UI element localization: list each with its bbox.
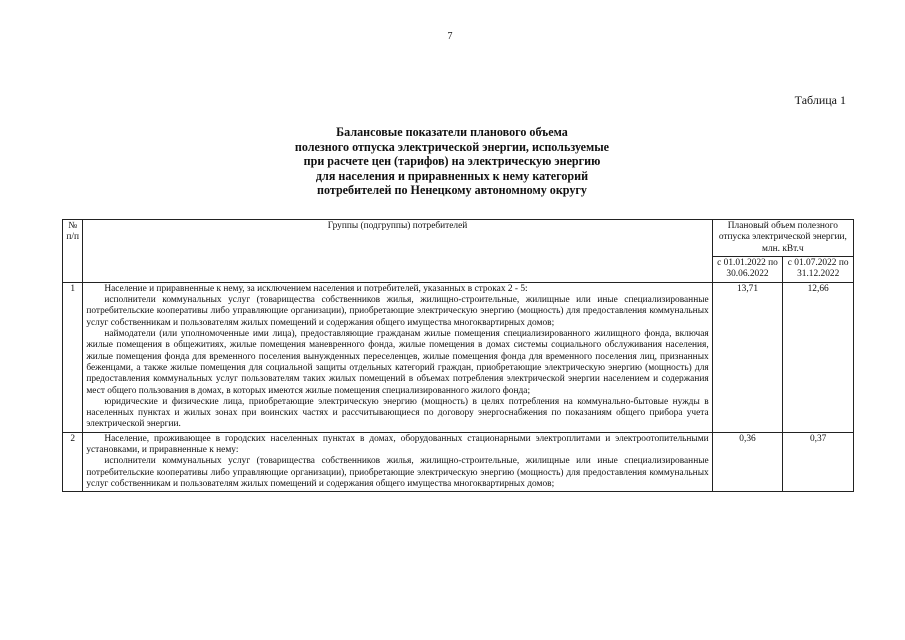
page-number: 7 (447, 31, 453, 42)
title-line: потребителей по Ненецкому автономному округу (317, 183, 587, 198)
balance-table (62, 219, 854, 492)
row-groups (83, 432, 712, 491)
row-paragraph: наймодатели (или уполномоченные ими лица), предоставляющие гражданам жилые помещения специализированного жилищного фонда, включая жилые помещения в общежитиях, жилые помещения маневренного фонда, жилые помещения в домах системы социального обслуживания населения, жилые помещения фонда для временного поселения вынужденных переселенцев, жилые помещения фонда для временного поселения лиц, признанных беженцами, а также жилые помещения для социальной защиты отдельных категорий граждан, приобретающие электрическую энергию (мощность) для предоставления коммунальных услуг пользователям таких жилых помещений в объемах потребления электрической энергии населением и содержания мест общего пользования в домах, в которых имеются жилые помещения специализированного жилого фонда; (86, 329, 709, 396)
row-number: 1 (63, 282, 83, 432)
title-line: Балансовые показатели планового объема (336, 125, 568, 139)
header-number: № п/п (63, 220, 83, 283)
row-paragraph: исполнители коммунальных услуг (товарищества собственников жилья, жилищно-строительные, жилищные или иные специализированные потребительские кооперативы либо управляющие организации), приобретающие электрическую энергию (мощность) для предоставления коммунальных услуг собственникам и пользователям жилых помещений и содержания общего имущества многоквартирных домов; (86, 295, 709, 328)
row-groups (83, 282, 712, 432)
title-line: полезного отпуска электрической энергии, используемые (294, 139, 610, 154)
row-paragraph: Население и приравненные к нему, за исключением населения и потребителей, указанных в строках 2 - 5: (104, 283, 528, 294)
header-groups: Группы (подгруппы) потребителей (83, 220, 712, 283)
table-row (63, 432, 854, 491)
row-value-period-2: 0,37 (783, 432, 854, 491)
table-label: Таблица 1 (794, 93, 846, 107)
row-value-period-1: 13,71 (712, 282, 783, 432)
row-value-period-2: 12,66 (783, 282, 854, 432)
row-paragraph: юридические и физические лица, приобретающие электрическую энергию (мощность) в целях потребления на коммунально-бытовые нужды в населенных пунктах и жилых зонах при воинских частях и рассчитывающиеся по договору энергоснабжения по показаниям общего прибора учета электрической энергии. (86, 396, 709, 430)
header-volume: Плановый объем полезного отпуска электрической энергии, млн. кВт.ч (712, 220, 853, 257)
header-period-1: с 01.01.2022 по 30.06.2022 (712, 256, 783, 282)
header-period-2: с 01.07.2022 по 31.12.2022 (783, 256, 854, 282)
row-paragraph: исполнители коммунальных услуг (товарищества собственников жилья, жилищно-строительные, жилищные или иные специализированные потребительские кооперативы либо управляющие организации), приобретающие электрическую энергию (мощность) для предоставления коммунальных услуг собственникам и пользователям жилых помещений и содержания общего имущества многоквартирных домов; (86, 456, 709, 489)
row-number: 2 (63, 432, 83, 491)
row-paragraph: Население, проживающее в городских населенных пунктах в домах, оборудованных стационарными электроплитами и электроотопительными установками, и приравненные к нему: (86, 433, 709, 456)
title-line: для населения и приравненных к нему категорий (315, 168, 589, 183)
table-row (63, 282, 854, 432)
title-line: при расчете цен (тарифов) на электрическую энергию (303, 154, 601, 169)
row-value-period-1: 0,36 (712, 432, 783, 491)
document-title (188, 125, 716, 198)
table-header-row (63, 220, 854, 257)
